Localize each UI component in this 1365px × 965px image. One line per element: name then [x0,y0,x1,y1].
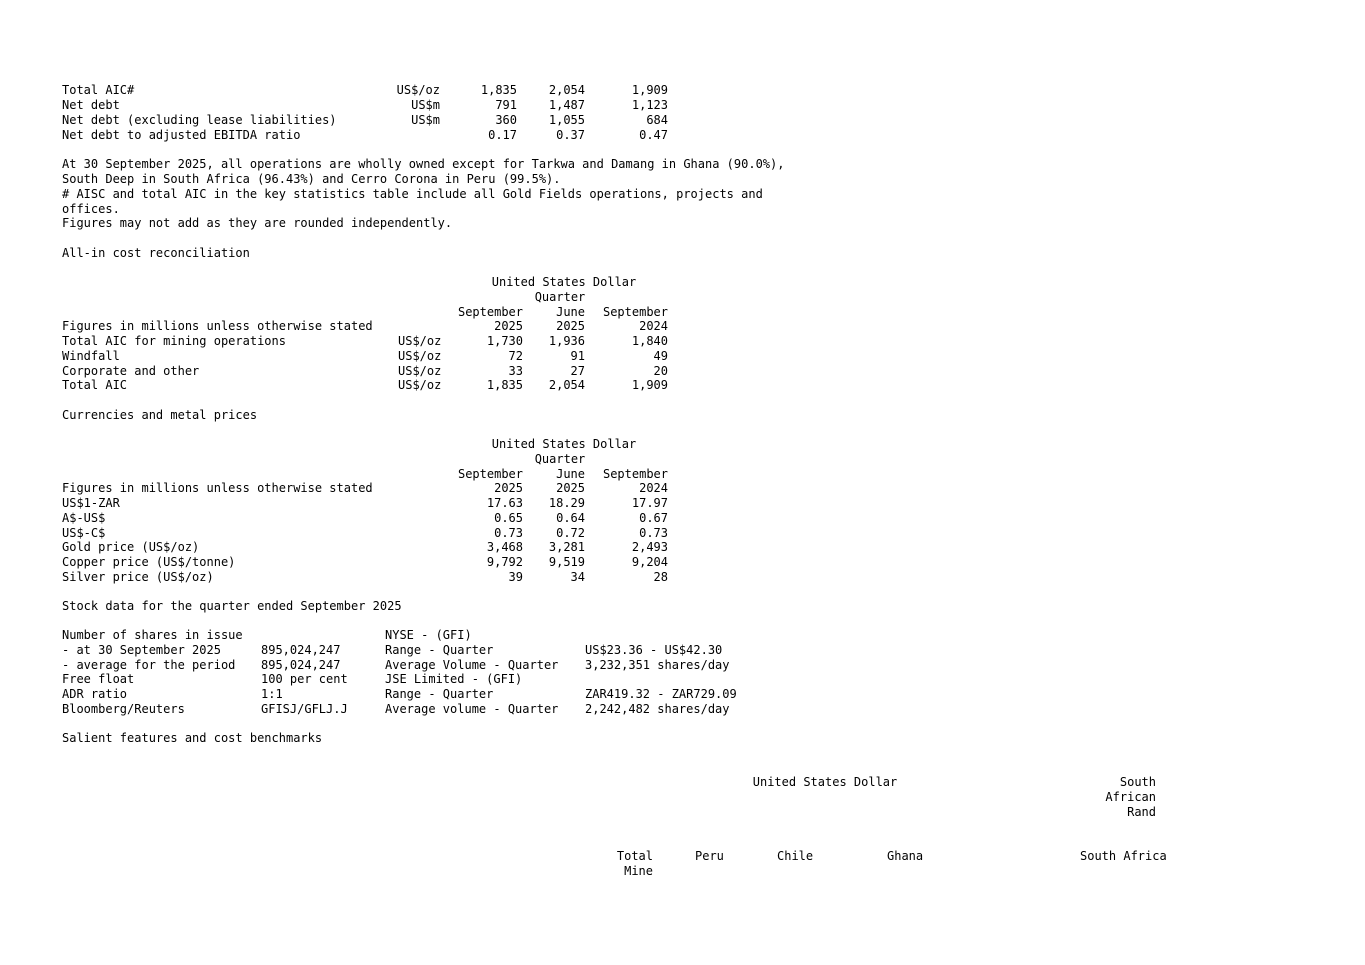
stock-row-label: JSE Limited - (GFI) [385,672,523,686]
key-stat-value: 684 [646,113,668,127]
column-year: 2025 [556,319,585,333]
currency-row-value: 28 [653,570,668,584]
currency-row-value: 39 [508,570,523,584]
aic-row-value: 1,835 [486,378,523,392]
stock-row-value: 895,024,247 [261,643,341,657]
section-heading: Stock data for the quarter ended September 2025 [62,599,402,613]
currency-row-label: Silver price (US$/oz) [62,570,214,584]
currency-row-value: 9,792 [486,555,523,569]
key-stat-label: Total AIC# [62,83,135,97]
aic-row-unit: US$/oz [398,334,442,348]
key-stat-value: 0.37 [556,128,585,142]
aic-row-label: Windfall [62,349,120,363]
aic-row-value: 72 [508,349,523,363]
aic-row-label: Corporate and other [62,364,200,378]
footnote-line: Figures may not add as they are rounded independently. [62,216,453,230]
section-heading: All-in cost reconciliation [62,246,250,260]
aic-row-value: 33 [508,364,523,378]
column-month: September [457,467,523,481]
currency-header: United States Dollar [491,275,637,289]
stock-row-label: Number of shares in issue [62,628,243,642]
stock-row-label: - average for the period [62,658,236,672]
currency-row-value: 3,281 [548,540,585,554]
key-stat-value: 0.17 [488,128,517,142]
usd-header: United States Dollar [752,775,898,789]
column-chile: Chile [777,849,814,863]
key-stat-value: 1,123 [631,98,668,112]
zar-header: Rand [1127,805,1156,819]
column-month: September [457,305,523,319]
currency-row-value: 0.73 [639,526,668,540]
column-total-mine: Total [616,849,653,863]
key-stat-value: 360 [495,113,517,127]
aic-row-label: Total AIC for mining operations [62,334,286,348]
aic-row-value: 91 [570,349,585,363]
currency-row-value: 0.73 [494,526,523,540]
currency-row-label: Copper price (US$/tonne) [62,555,236,569]
column-month: September [602,305,668,319]
stock-row-value: US$23.36 - US$42.30 [585,643,723,657]
currency-row-value: 9,519 [548,555,585,569]
quarter-header: Quarter [534,452,586,466]
zar-header: South [1119,775,1156,789]
stock-row-label: Free float [62,672,135,686]
aic-row-value: 20 [653,364,668,378]
column-year: 2025 [556,481,585,495]
aic-row-unit: US$/oz [398,349,442,363]
column-total-mine: Mine [624,864,653,878]
key-stat-value: 1,909 [631,83,668,97]
column-year: 2025 [494,319,523,333]
aic-row-value: 1,909 [631,378,668,392]
stock-row-label: Range - Quarter [385,687,494,701]
figures-label: Figures in millions unless otherwise stated [62,481,373,495]
currency-row-label: A$-US$ [62,511,106,525]
aic-row-label: Total AIC [62,378,128,392]
column-month: June [556,467,585,481]
key-stat-label: Net debt (excluding lease liabilities) [62,113,337,127]
currency-row-label: US$1-ZAR [62,496,120,510]
key-stat-value: 1,487 [548,98,585,112]
column-south-africa: South Africa [1080,849,1167,863]
aic-row-value: 2,054 [548,378,585,392]
currency-row-value: 0.65 [494,511,523,525]
footnote-line: # AISC and total AIC in the key statistics table include all Gold Fields operations, projects and [62,187,763,201]
currency-row-label: Gold price (US$/oz) [62,540,200,554]
key-stat-label: Net debt [62,98,120,112]
aic-row-value: 1,840 [631,334,668,348]
footnote-line: offices. [62,202,120,216]
aic-row-unit: US$/oz [398,378,442,392]
section-heading: Salient features and cost benchmarks [62,731,323,745]
stock-row-value: ZAR419.32 - ZAR729.09 [585,687,737,701]
stock-row-label: - at 30 September 2025 [62,643,221,657]
column-month: September [602,467,668,481]
currency-row-value: 0.67 [639,511,668,525]
aic-row-value: 49 [653,349,668,363]
currency-row-value: 17.63 [486,496,523,510]
key-stat-value: 1,835 [480,83,517,97]
key-stat-unit: US$m [411,113,440,127]
currency-row-value: 9,204 [631,555,668,569]
key-stat-label: Net debt to adjusted EBITDA ratio [62,128,301,142]
stock-row-value: 100 per cent [261,672,348,686]
key-stat-value: 1,055 [548,113,585,127]
currency-row-value: 2,493 [631,540,668,554]
stock-row-label: Average Volume - Quarter [385,658,559,672]
stock-row-label: Bloomberg/Reuters [62,702,185,716]
currency-row-value: 34 [570,570,585,584]
key-stat-value: 2,054 [548,83,585,97]
column-year: 2025 [494,481,523,495]
footnote-line: At 30 September 2025, all operations are wholly owned except for Tarkwa and Damang in Ghana (90.0%), [62,157,785,171]
currency-header: United States Dollar [491,437,637,451]
stock-row-label: Range - Quarter [385,643,494,657]
column-month: June [556,305,585,319]
aic-row-unit: US$/oz [398,364,442,378]
quarter-header: Quarter [534,290,586,304]
currency-row-label: US$-C$ [62,526,106,540]
currency-row-value: 0.64 [556,511,585,525]
stock-row-label: NYSE - (GFI) [385,628,472,642]
aic-row-value: 1,936 [548,334,585,348]
column-year: 2024 [639,481,668,495]
section-heading: Currencies and metal prices [62,408,258,422]
figures-label: Figures in millions unless otherwise stated [62,319,373,333]
stock-row-value: 1:1 [261,687,283,701]
aic-row-value: 27 [570,364,585,378]
stock-row-value: GFISJ/GFLJ.J [261,702,348,716]
key-stat-value: 791 [495,98,517,112]
stock-row-label: Average volume - Quarter [385,702,559,716]
stock-row-label: ADR ratio [62,687,128,701]
footnote-line: South Deep in South Africa (96.43%) and Cerro Corona in Peru (99.5%). [62,172,561,186]
aic-row-value: 1,730 [486,334,523,348]
stock-row-value: 3,232,351 shares/day [585,658,730,672]
column-peru: Peru [695,849,724,863]
column-ghana: Ghana [887,849,924,863]
currency-row-value: 18.29 [548,496,585,510]
stock-row-value: 895,024,247 [261,658,341,672]
column-year: 2024 [639,319,668,333]
currency-row-value: 3,468 [486,540,523,554]
key-stat-unit: US$/oz [396,83,440,97]
currency-row-value: 0.72 [556,526,585,540]
currency-row-value: 17.97 [631,496,668,510]
stock-row-value: 2,242,482 shares/day [585,702,730,716]
key-stat-value: 0.47 [639,128,668,142]
zar-header: African [1105,790,1156,804]
key-stat-unit: US$m [411,98,440,112]
